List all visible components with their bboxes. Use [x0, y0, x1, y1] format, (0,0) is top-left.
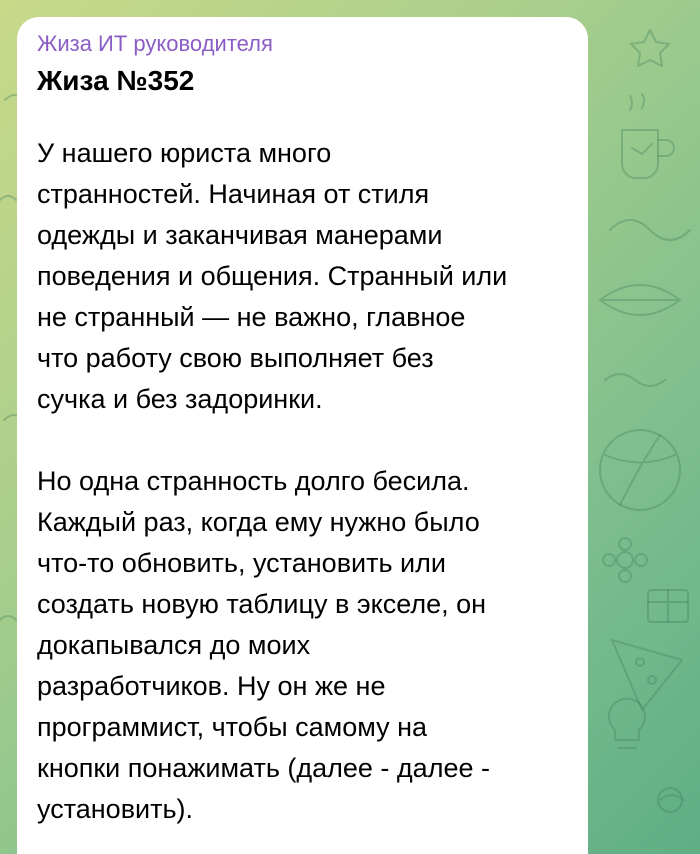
- text-line: докапывался до моих: [37, 630, 311, 660]
- text-line: сучка и без задоринки.: [37, 384, 323, 414]
- text-line: Каждый раз, когда ему нужно было: [37, 507, 480, 537]
- channel-name-link[interactable]: Жиза ИТ руководителя: [37, 31, 273, 56]
- text-line: установить).: [37, 794, 194, 824]
- text-line: У нашего юриста много: [37, 138, 332, 168]
- star-doodle-icon: [631, 30, 669, 66]
- text-line: поведения и общения. Странный или: [37, 261, 508, 291]
- text-line: не странный — не важно, главное: [37, 302, 466, 332]
- leaf-doodle-icon: [600, 285, 680, 315]
- text-line: кнопки понажимать (далее - далее -: [37, 753, 490, 783]
- message-paragraph-1: [37, 133, 568, 420]
- message-paragraph-2: [37, 461, 568, 830]
- ball-doodle-icon: [600, 430, 680, 510]
- gift-doodle-icon: [648, 590, 688, 622]
- text-line: создать новую таблицу в экселе, он: [37, 589, 487, 619]
- text-line: что-то обновить, установить или: [37, 548, 446, 578]
- flower-doodle-icon: [603, 538, 647, 582]
- text-line: программист, чтобы самому на: [37, 712, 428, 742]
- text-line: Но одна странность долго бесила.: [37, 466, 470, 496]
- message-bubble: [17, 17, 588, 854]
- post-title: Жиза №352: [37, 65, 195, 96]
- text-line: разработчиков. Ну он же не: [37, 671, 386, 701]
- text-line: одежды и заканчивая манерами: [37, 220, 443, 250]
- text-line: странностей. Начиная от стиля: [37, 179, 430, 209]
- cup-doodle-icon: [622, 94, 674, 178]
- text-line: что работу свою выполняет без: [37, 343, 434, 373]
